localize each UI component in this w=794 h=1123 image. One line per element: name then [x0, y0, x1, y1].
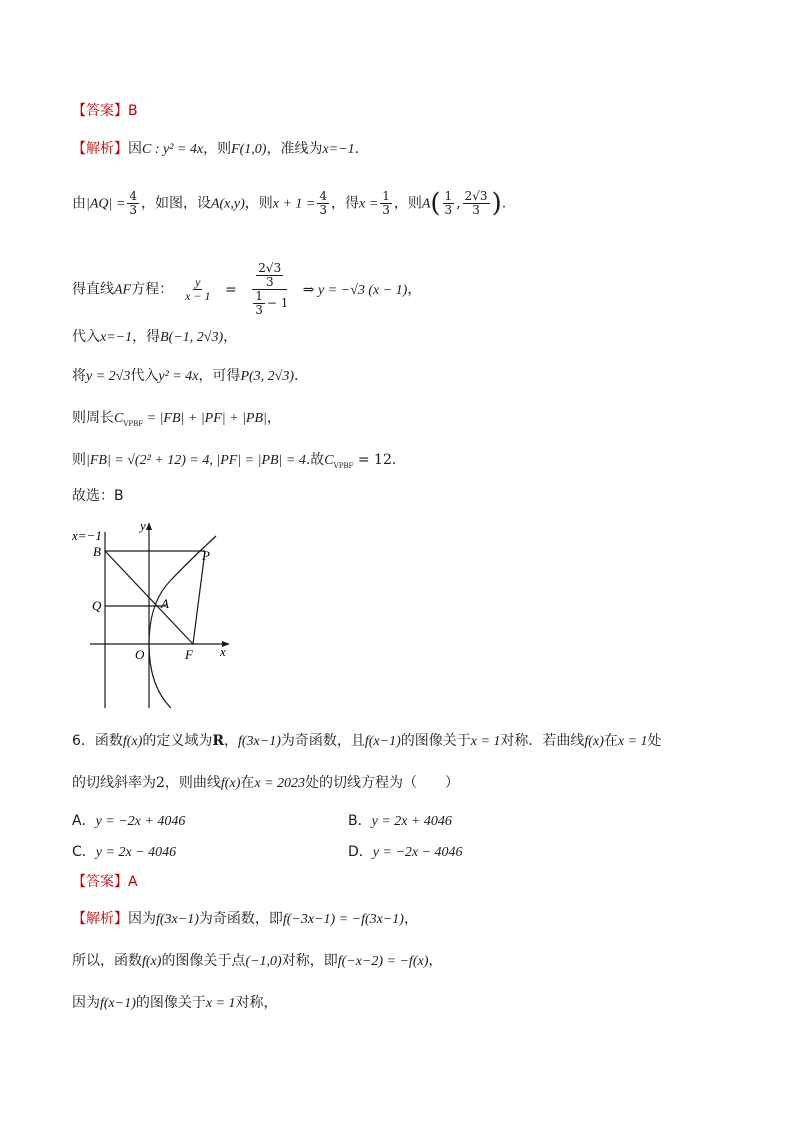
math: B(−1, 2√3) — [160, 330, 224, 345]
math: x = 2023 — [254, 776, 306, 791]
text: 的图像关于 — [400, 733, 471, 749]
complex-fraction — [249, 262, 290, 317]
math: A — [421, 196, 431, 212]
denominator: x − 1 — [185, 289, 211, 303]
math: |AQ| = — [86, 196, 126, 212]
text: . — [501, 195, 507, 212]
denominator: 3 — [472, 203, 480, 217]
math: C : y² = 4x — [142, 142, 204, 157]
numerator: 2√3 — [464, 189, 488, 203]
denominator: 3 — [129, 203, 137, 217]
math: x=−1 — [100, 330, 133, 345]
text: ，则 — [393, 195, 422, 212]
fraction — [317, 190, 329, 217]
analysis-line-2: 由|AQ| = $\frac{4}{3}$ ，如图，设A(x,y)，则x + 1 = $\frac{4}{3}$ ，得x = $\frac{1}{3}$ ，则A( $\frac{1}{3}$ , $\frac{2√3}{3}$ ). — [72, 188, 507, 219]
text: ，则曲线 — [164, 775, 221, 791]
text: 由 — [72, 195, 86, 212]
text: ， — [223, 329, 238, 345]
math: AF — [114, 282, 132, 298]
numerator: 2√3 — [258, 261, 282, 275]
text: = — [225, 281, 237, 298]
label-F: F — [185, 647, 193, 662]
text: 因为 — [72, 995, 100, 1011]
text: 处 — [647, 733, 662, 749]
subscript: VPBF — [333, 461, 354, 470]
analysis-tag: 【解析】 — [72, 911, 128, 927]
text: ， — [407, 281, 422, 298]
label-P: P — [202, 548, 210, 563]
text: ， — [428, 953, 443, 969]
math: x + 1 = — [272, 196, 316, 212]
math: x = 1 — [205, 996, 236, 1011]
math: f(x) — [122, 734, 143, 749]
text: 6．函数 — [72, 733, 123, 749]
label-y: y — [140, 518, 146, 533]
math: R — [212, 733, 224, 749]
denominator — [249, 290, 290, 317]
denominator: 3 — [319, 203, 328, 217]
label-A: A — [161, 596, 169, 611]
text: ，准线为 — [266, 141, 323, 157]
text: 得直线 — [72, 281, 114, 298]
math: f(3x−1) — [156, 912, 199, 927]
math: y = 2√3 — [86, 369, 131, 384]
text: 对称．若曲线 — [500, 733, 585, 749]
question-6-line-2 — [72, 773, 459, 794]
math: f(x) — [220, 776, 241, 791]
option-label: C． — [72, 844, 96, 860]
fraction — [463, 190, 490, 217]
answer-line-5 — [72, 101, 138, 121]
text: ， — [266, 410, 281, 426]
subscript: VPBF — [123, 419, 144, 428]
option-d[interactable] — [348, 841, 463, 861]
text: ， — [224, 733, 238, 749]
text: 的切线斜率为 — [72, 775, 156, 791]
analysis-line-1 — [72, 139, 359, 160]
text: 所以，函数 — [72, 953, 142, 969]
math: x = 1 — [470, 734, 501, 749]
label-O: O — [135, 647, 145, 662]
answer-line-6 — [72, 872, 138, 892]
solution-6-line-3 — [72, 993, 278, 1014]
answer-value: B — [128, 103, 138, 119]
text: 的图像关于 — [135, 995, 206, 1011]
y-axis-arrow — [146, 522, 152, 530]
math: 2 — [156, 775, 165, 791]
analysis-line-8: 故选：B — [72, 488, 124, 504]
label-directrix: x=−1 — [72, 528, 102, 543]
math: |FB| = √(2² + 12) = 4, |PF| = |PB| = 4 — [86, 453, 306, 468]
math: f(−3x−1) = −f(3x−1) — [282, 912, 404, 927]
math: = |FB| + |PF| + |PB| — [143, 411, 267, 426]
text: 处的切线方程为（ ） — [305, 775, 460, 791]
numerator: y — [195, 275, 201, 289]
denominator: 3 — [255, 303, 263, 317]
text: 对称，即 — [281, 953, 338, 969]
math: f(x) — [584, 734, 604, 749]
answer-value: A — [128, 874, 138, 890]
fraction — [127, 190, 139, 217]
analysis-line-5 — [72, 366, 298, 387]
text: 的定义域为 — [142, 733, 213, 749]
text: ，如图，设 — [140, 195, 211, 212]
text: 对称， — [235, 995, 278, 1011]
option-c[interactable] — [72, 841, 176, 861]
fraction — [256, 262, 283, 289]
math: A(x,y) — [210, 196, 245, 212]
solution-6-line-2 — [72, 951, 442, 972]
math: C — [114, 411, 124, 426]
text: 则 — [72, 452, 86, 468]
label-B: B — [93, 544, 101, 559]
text: 在 — [603, 733, 618, 749]
math: F(1,0) — [231, 142, 267, 157]
numerator: 1 — [255, 289, 263, 303]
text: .故 — [305, 452, 325, 468]
numerator: 4 — [129, 189, 137, 203]
option-b[interactable] — [348, 810, 452, 830]
text: 将 — [72, 368, 86, 384]
numerator — [252, 262, 287, 290]
text: 在 — [240, 775, 255, 791]
math: x = — [359, 196, 379, 212]
fraction — [253, 290, 265, 317]
math: ⇒ y = −√3 (x − 1) — [302, 282, 408, 298]
text: . — [354, 141, 360, 157]
math: f(x−1) — [100, 996, 136, 1011]
fraction — [443, 190, 455, 217]
math: x = 1 — [617, 734, 648, 749]
math: f(x) — [142, 954, 162, 969]
math: = 12 — [353, 452, 392, 468]
numerator: 4 — [319, 189, 328, 203]
numerator: 1 — [382, 189, 390, 203]
text: 方程： — [131, 281, 174, 298]
text: 则周长 — [72, 410, 114, 426]
option-label: A． — [72, 813, 96, 829]
math: C — [324, 453, 334, 468]
answer-tag: 【答案】 — [72, 874, 128, 890]
option-label: D． — [348, 844, 373, 860]
math: y² = 4x — [158, 369, 199, 384]
option-expr: y = −2x + 4046 — [95, 814, 186, 829]
parabola-figure — [68, 518, 243, 713]
analysis-tag: 【解析】 — [72, 141, 128, 157]
label-x: x — [220, 644, 226, 659]
denominator: 3 — [444, 203, 453, 217]
text: 为奇函数，且 — [280, 733, 365, 749]
analysis-line-3 — [72, 262, 421, 317]
analysis-line-6 — [72, 408, 281, 434]
text: 代入 — [130, 368, 159, 384]
segment-PF — [193, 551, 205, 644]
math: f(x−1) — [364, 734, 401, 749]
label-Q: Q — [92, 598, 102, 613]
option-expr: y = 2x − 4046 — [95, 845, 177, 860]
text: 的图像关于点 — [161, 953, 246, 969]
answer-tag: 【答案】 — [72, 103, 128, 119]
text: 代入 — [72, 329, 100, 345]
text: 为奇函数，即 — [198, 911, 283, 927]
numerator: 1 — [444, 189, 453, 203]
text: 因 — [128, 141, 142, 157]
text: ， — [403, 911, 418, 927]
math: f(−x−2) = −f(x) — [337, 954, 429, 969]
text: − 1 — [266, 296, 289, 310]
math: P(3, 2√3) — [240, 369, 294, 384]
question-6-line-1 — [72, 731, 662, 752]
text: ，则 — [244, 195, 273, 212]
fraction — [183, 276, 212, 303]
text: ，可得 — [198, 368, 241, 384]
text: ，得 — [132, 329, 161, 345]
option-expr: y = 2x + 4046 — [371, 814, 452, 829]
denominator: 3 — [382, 203, 390, 217]
text: . — [294, 368, 299, 384]
fraction — [380, 190, 392, 217]
analysis-line-4 — [72, 327, 237, 348]
math: f(3x−1) — [238, 734, 281, 749]
text: ，则 — [203, 141, 232, 157]
option-expr: y = −2x − 4046 — [372, 845, 463, 860]
option-a[interactable] — [72, 810, 185, 830]
text: . — [391, 452, 397, 468]
denominator: 3 — [265, 275, 274, 289]
option-label: B． — [348, 813, 372, 829]
solution-6-line-1 — [72, 909, 418, 930]
text: 因为 — [128, 911, 156, 927]
math: (−1,0) — [245, 954, 282, 969]
math: x=−1 — [322, 142, 355, 157]
analysis-line-7 — [72, 450, 396, 476]
text: ，得 — [331, 195, 360, 212]
